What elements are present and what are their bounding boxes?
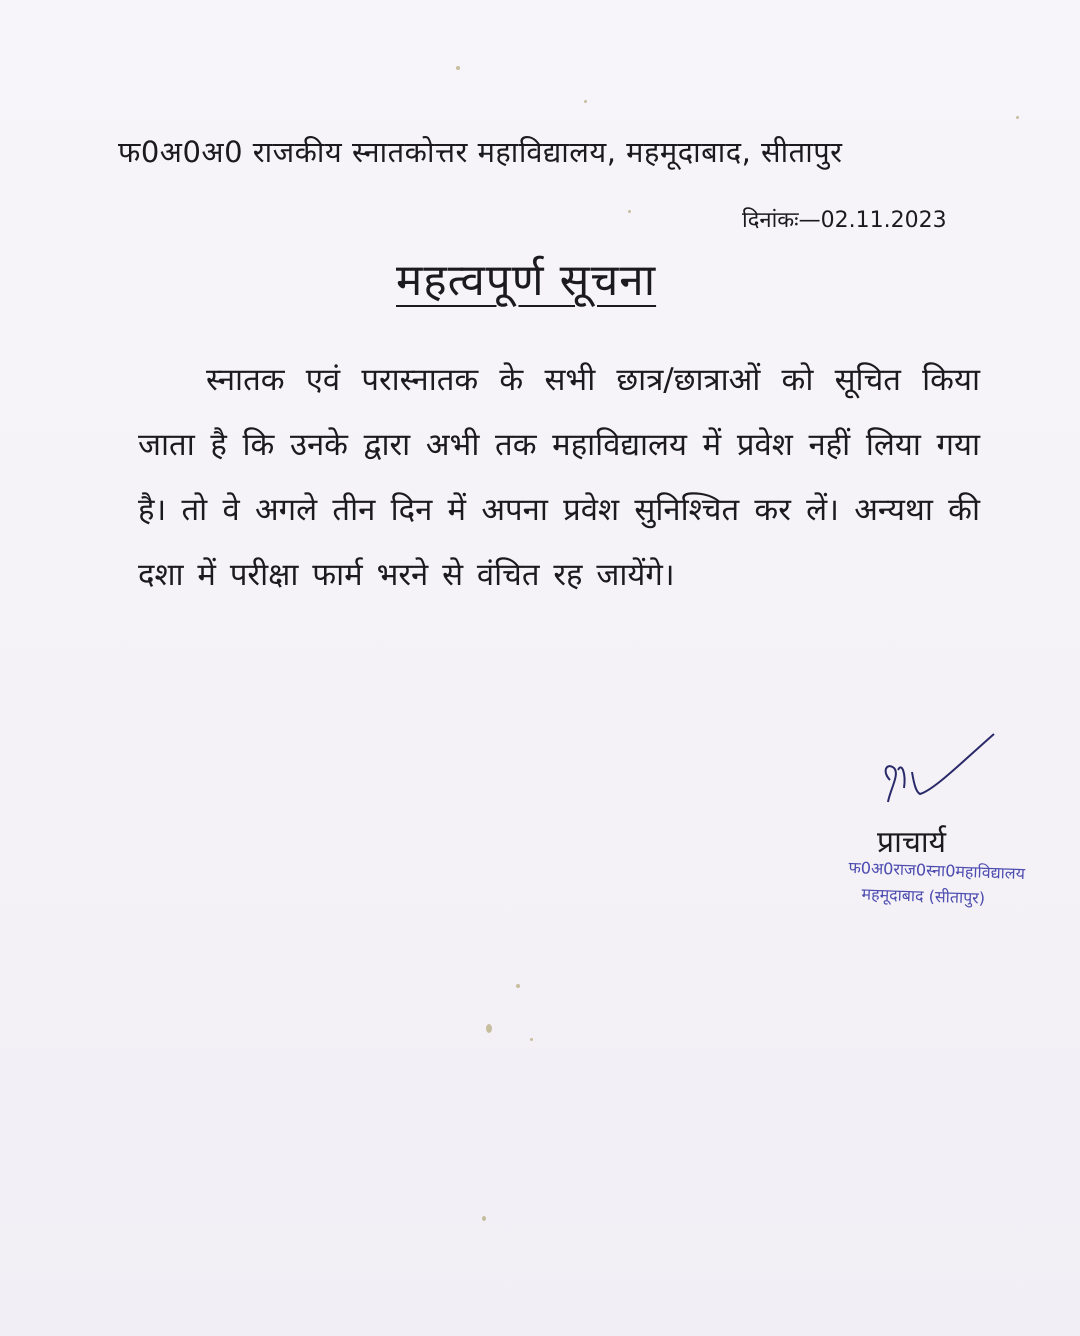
paper-speck bbox=[530, 1038, 533, 1041]
stamp-line-college: फ0अ0राज0स्ना0महाविद्यालय bbox=[848, 857, 1026, 884]
signature-scribble bbox=[876, 732, 1006, 822]
paper-speck bbox=[486, 1024, 492, 1033]
notice-body: स्नातक एवं परास्नातक के सभी छात्र/छात्राओं को सूचित किया जाता है कि उनके द्वारा अभी तक महाविद्यालय में प्रवेश नहीं लिया गया है। तो वे अगले तीन दिन में अपना प्रवेश सुनिश्चित कर लें। अन्यथा की दशा में परीक्षा फार्म भरने से वंचित रह जायेंगे। bbox=[138, 362, 980, 593]
stamp-line-place: महमूदाबाद (सीतापुर) bbox=[861, 884, 986, 908]
paper-speck bbox=[584, 100, 587, 103]
notice-date: दिनांकः—02.11.2023 bbox=[742, 208, 947, 233]
paper-speck bbox=[1016, 116, 1019, 119]
notice-title: महत्वपूर्ण सूचना bbox=[396, 255, 657, 306]
college-stamp bbox=[847, 855, 1025, 913]
college-header: फ0अ0अ0 राजकीय स्नातकोत्तर महाविद्यालय, महमूदाबाद, सीतापुर bbox=[118, 135, 843, 169]
paper-speck bbox=[516, 984, 520, 988]
principal-title: प्राचार्य bbox=[877, 825, 947, 860]
paper-speck bbox=[628, 210, 631, 213]
paper-speck bbox=[482, 1216, 486, 1221]
paper-speck bbox=[456, 66, 460, 70]
